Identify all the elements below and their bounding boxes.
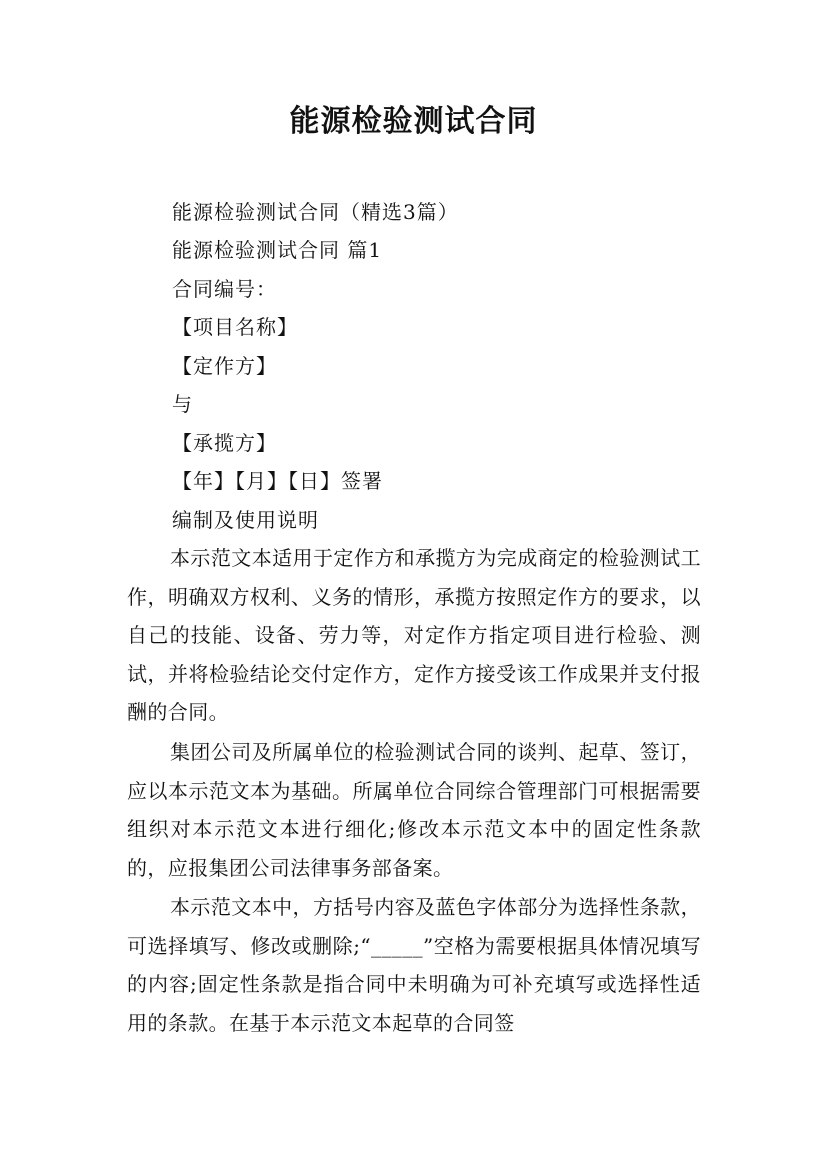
contract-number-label: 合同编号： — [172, 277, 277, 301]
commissioning-party-field: 【定作方】 — [172, 354, 277, 378]
body-paragraph: 本示范文本中，方括号内容及蓝色字体部分为选择性条款，可选择填写、修改或删除;“_____”空格为需要根据具体情况填写的内容;固定性条款是指合同中未明确为可补充填写或选择性适用的条款。在基于本示范文本起草的合同签 — [127, 895, 701, 1035]
body-paragraph: 集团公司及所属单位的检验测试合同的谈判、起草、签订，应以本示范文本为基础。所属单位合同综合管理部门可根据需要组织对本示范文本进行细化;修改本示范文本中的固定性条款的，应报集团公司法律事务部备案。 — [127, 740, 701, 880]
conjunction-text: 与 — [172, 392, 193, 416]
section-heading: 能源检验测试合同 篇1 — [172, 238, 383, 262]
project-name-field: 【项目名称】 — [172, 315, 298, 339]
document-title: 能源检验测试合同 — [289, 104, 538, 139]
contractor-party-field: 【承揽方】 — [172, 431, 277, 455]
subtitle-line: 能源检验测试合同（精选3篇） — [172, 200, 459, 224]
signing-date-field: 【年】【月】【日】签署 — [172, 469, 383, 493]
body-paragraph: 本示范文本适用于定作方和承揽方为完成商定的检验测试工作，明确双方权利、义务的情形，承揽方按照定作方的要求，以自己的技能、设备、劳力等，对定作方指定项目进行检验、测试，并将检验结论交付定作方，定作方接受该工作成果并支付报酬的合同。 — [127, 546, 701, 724]
usage-notes-heading: 编制及使用说明 — [172, 508, 319, 532]
